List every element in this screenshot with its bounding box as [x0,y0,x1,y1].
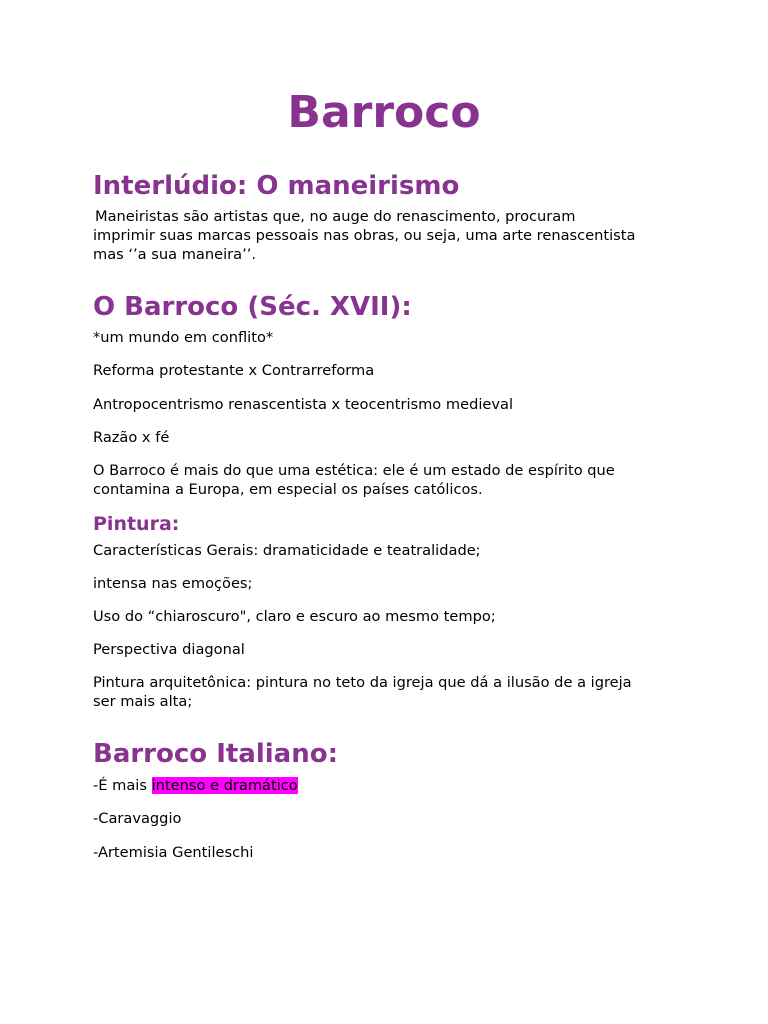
heading-pintura: Pintura: [93,513,180,535]
heading-barroco-italiano: Barroco Italiano: [93,739,338,769]
heading-maneirismo: Interlúdio: O maneirismo [93,171,460,201]
pintura-item-chiaroscuro: Uso do “chiaroscuro", claro e escuro ao mesmo tempo; [93,608,496,625]
pintura-item-caracteristicas: Características Gerais: dramaticidade e teatralidade; [93,542,481,559]
barroco-item-reforma: Reforma protestante x Contrarreforma [93,362,375,379]
italiano-item-caravaggio: -Caravaggio [93,810,182,827]
italiano-item-prefix: -É mais [93,777,152,794]
maneirismo-line-3: mas ‘’a sua maneira’’. [93,246,256,263]
barroco-estetica-line-1: O Barroco é mais do que uma estética: ele é um estado de espírito que [93,462,615,479]
barroco-item-conflito: *um mundo em conflito* [93,329,274,346]
italiano-item-gentileschi: -Artemisia Gentileschi [93,844,254,861]
pintura-arquitetonica-line-1: Pintura arquitetônica: pintura no teto da igreja que dá a ilusão de a igreja [93,674,632,691]
maneirismo-line-2: imprimir suas marcas pessoais nas obras, ou seja, uma arte renascentista [93,227,636,244]
pintura-item-perspectiva: Perspectiva diagonal [93,641,245,658]
barroco-item-antropocentrismo: Antropocentrismo renascentista x teocentrismo medieval [93,396,514,413]
pintura-arquitetonica-line-2: ser mais alta; [93,693,193,710]
barroco-item-razao: Razão x fé [93,429,170,446]
maneirismo-line-1: Maneiristas são artistas que, no auge do renascimento, procuram [95,208,576,225]
document-title: Barroco [287,87,481,138]
italiano-item-intenso [93,776,298,795]
pintura-item-emocoes: intensa nas emoções; [93,575,253,592]
heading-barroco: O Barroco (Séc. XVII): [93,292,412,322]
highlighted-text: intenso e dramático [151,777,298,794]
barroco-estetica-line-2: contamina a Europa, em especial os países católicos. [93,481,483,498]
